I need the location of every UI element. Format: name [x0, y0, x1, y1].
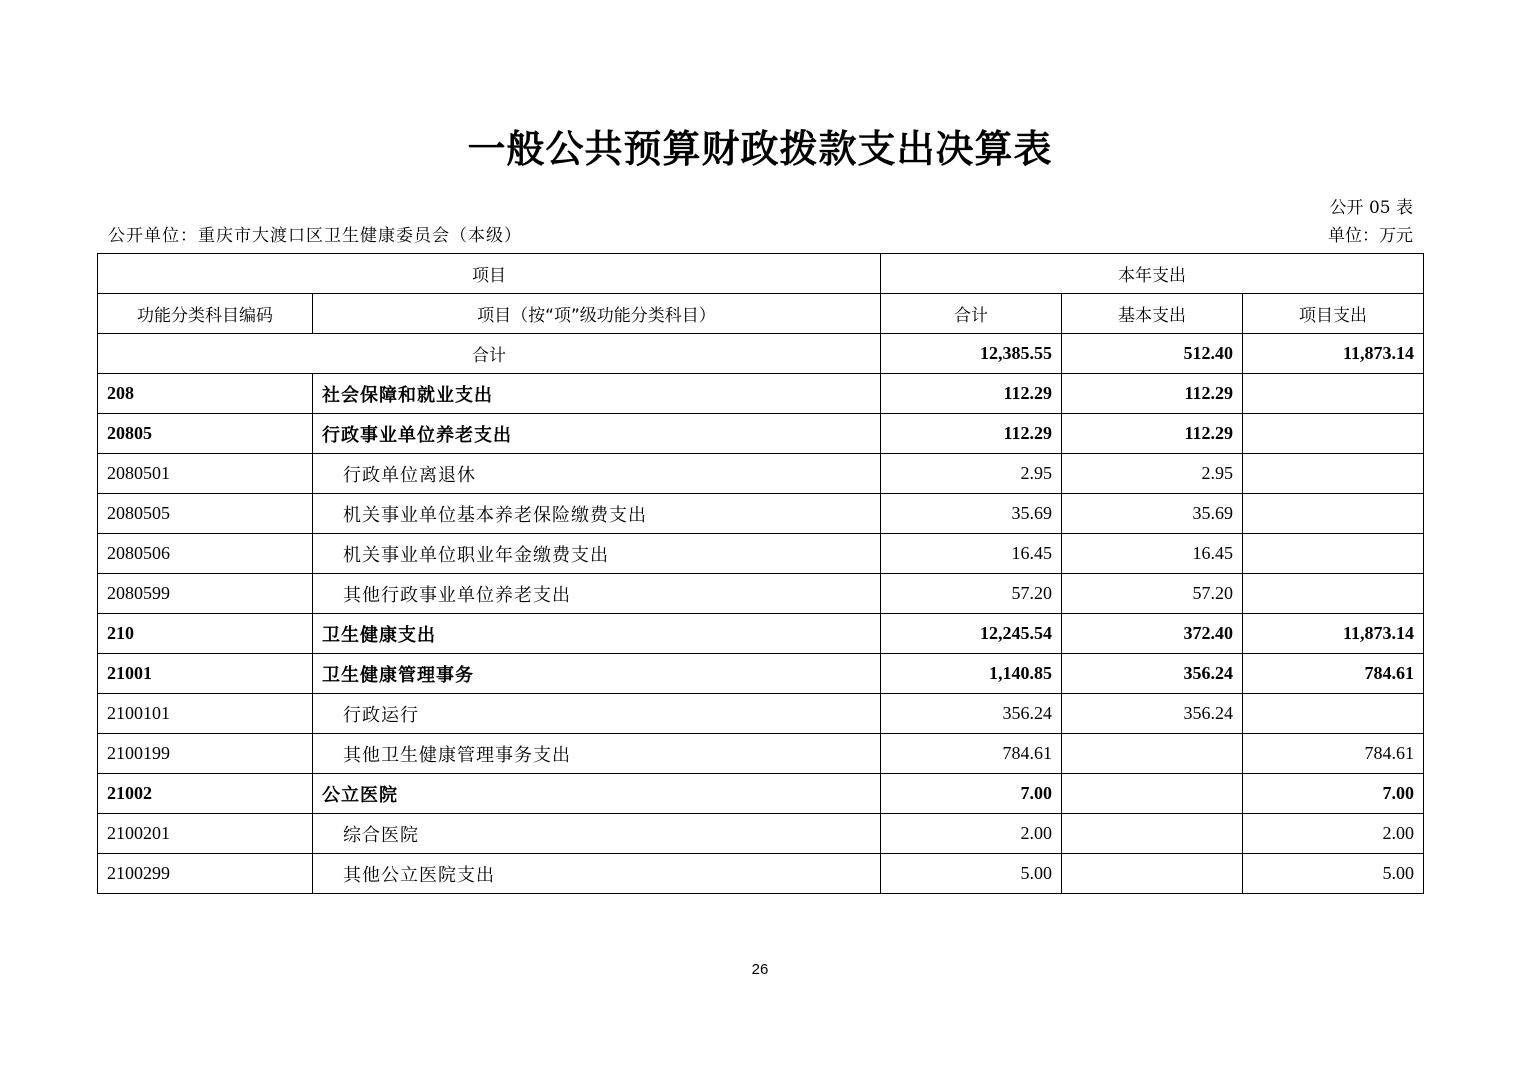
row-project: 2.00 [1243, 814, 1424, 854]
row-basic: 57.20 [1062, 574, 1243, 614]
row-name: 其他行政事业单位养老支出 [313, 574, 881, 614]
total-row [98, 334, 1424, 374]
table-row [98, 774, 1424, 814]
row-total: 35.69 [881, 494, 1062, 534]
row-basic: 16.45 [1062, 534, 1243, 574]
table-row [98, 374, 1424, 414]
table-row [98, 734, 1424, 774]
row-project [1243, 374, 1424, 414]
row-project: 784.61 [1243, 654, 1424, 694]
row-total: 12,245.54 [881, 614, 1062, 654]
row-basic [1062, 774, 1243, 814]
row-project [1243, 414, 1424, 454]
row-name: 卫生健康支出 [313, 614, 881, 654]
row-code: 208 [98, 374, 313, 414]
header-current-year: 本年支出 [881, 254, 1424, 294]
row-project: 7.00 [1243, 774, 1424, 814]
row-project: 5.00 [1243, 854, 1424, 894]
row-project: 784.61 [1243, 734, 1424, 774]
row-basic: 356.24 [1062, 694, 1243, 734]
row-total: 784.61 [881, 734, 1062, 774]
row-code: 2100299 [98, 854, 313, 894]
table-row [98, 534, 1424, 574]
row-total: 2.95 [881, 454, 1062, 494]
table-row [98, 854, 1424, 894]
page-number: 26 [751, 961, 769, 978]
row-name: 行政事业单位养老支出 [313, 414, 881, 454]
total-project: 11,873.14 [1243, 334, 1424, 374]
row-basic: 356.24 [1062, 654, 1243, 694]
row-basic: 2.95 [1062, 454, 1243, 494]
page-title: 一般公共预算财政拨款支出决算表 [467, 127, 1053, 171]
row-code: 2100101 [98, 694, 313, 734]
row-code: 2080501 [98, 454, 313, 494]
row-code: 2080506 [98, 534, 313, 574]
budget-table [97, 253, 1424, 894]
table-row [98, 414, 1424, 454]
row-code: 210 [98, 614, 313, 654]
row-name: 其他卫生健康管理事务支出 [313, 734, 881, 774]
row-project [1243, 494, 1424, 534]
table-row [98, 814, 1424, 854]
table-number: 公开 05 表 [1329, 198, 1413, 218]
row-basic [1062, 854, 1243, 894]
row-code: 20805 [98, 414, 313, 454]
row-code: 21002 [98, 774, 313, 814]
table-row [98, 614, 1424, 654]
row-total: 5.00 [881, 854, 1062, 894]
row-total: 2.00 [881, 814, 1062, 854]
row-total: 356.24 [881, 694, 1062, 734]
row-project: 11,873.14 [1243, 614, 1424, 654]
row-project [1243, 534, 1424, 574]
row-code: 2080505 [98, 494, 313, 534]
row-total: 1,140.85 [881, 654, 1062, 694]
header-item: 项目 [98, 254, 881, 294]
row-name: 公立医院 [313, 774, 881, 814]
row-project [1243, 574, 1424, 614]
reporting-unit: 公开单位：重庆市大渡口区卫生健康委员会（本级） [108, 226, 522, 246]
header-basic: 基本支出 [1062, 294, 1243, 334]
currency-unit: 单位：万元 [1328, 226, 1413, 246]
row-project [1243, 454, 1424, 494]
row-basic [1062, 734, 1243, 774]
table-row [98, 694, 1424, 734]
row-name: 卫生健康管理事务 [313, 654, 881, 694]
row-basic: 35.69 [1062, 494, 1243, 534]
total-value: 12,385.55 [881, 334, 1062, 374]
row-basic: 112.29 [1062, 374, 1243, 414]
table-row [98, 654, 1424, 694]
table-row [98, 494, 1424, 534]
total-basic: 512.40 [1062, 334, 1243, 374]
header-total: 合计 [881, 294, 1062, 334]
row-code: 2080599 [98, 574, 313, 614]
table-row [98, 574, 1424, 614]
row-basic [1062, 814, 1243, 854]
row-name: 综合医院 [313, 814, 881, 854]
row-name: 社会保障和就业支出 [313, 374, 881, 414]
row-basic: 372.40 [1062, 614, 1243, 654]
row-name: 行政单位离退休 [313, 454, 881, 494]
row-code: 2100201 [98, 814, 313, 854]
row-total: 112.29 [881, 414, 1062, 454]
header-code: 功能分类科目编码 [98, 294, 313, 334]
row-name: 机关事业单位基本养老保险缴费支出 [313, 494, 881, 534]
total-label: 合计 [98, 334, 881, 374]
row-total: 112.29 [881, 374, 1062, 414]
row-total: 7.00 [881, 774, 1062, 814]
row-project [1243, 694, 1424, 734]
row-name: 行政运行 [313, 694, 881, 734]
table-row [98, 454, 1424, 494]
row-code: 2100199 [98, 734, 313, 774]
header-project: 项目支出 [1243, 294, 1424, 334]
row-total: 57.20 [881, 574, 1062, 614]
row-total: 16.45 [881, 534, 1062, 574]
row-name: 其他公立医院支出 [313, 854, 881, 894]
row-basic: 112.29 [1062, 414, 1243, 454]
row-code: 21001 [98, 654, 313, 694]
row-name: 机关事业单位职业年金缴费支出 [313, 534, 881, 574]
header-item-detail: 项目（按“项”级功能分类科目） [313, 294, 881, 334]
